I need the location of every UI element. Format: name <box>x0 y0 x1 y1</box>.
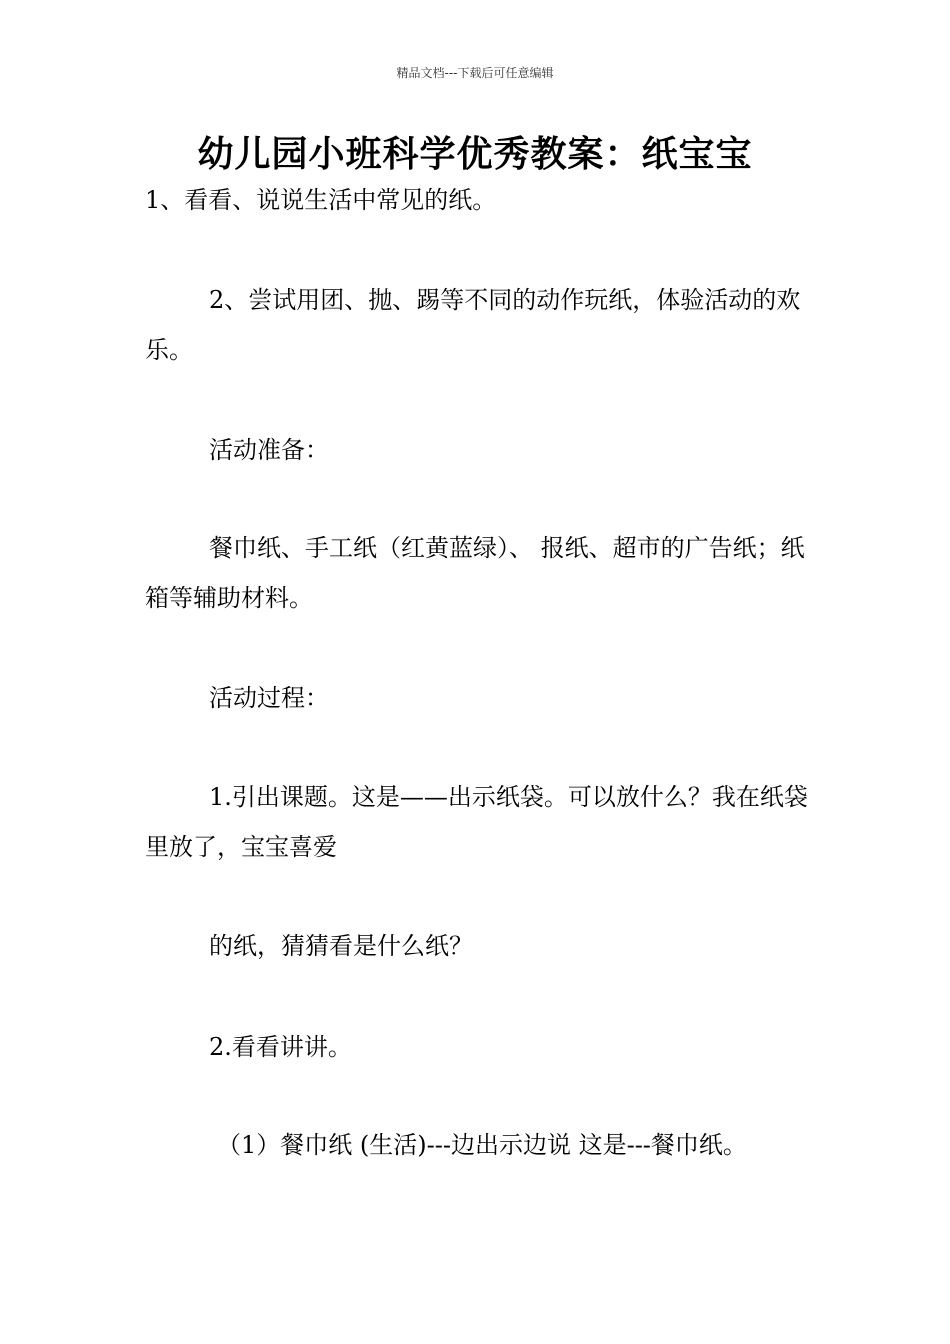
page-header: 精品文档---下载后可任意编辑 <box>396 66 554 80</box>
paragraph-preparation-heading: 活动准备： <box>209 436 329 464</box>
paragraph-step-1-continued: 的纸，猜猜看是什么纸？ <box>209 932 473 960</box>
paragraph-step-2-item-1: （1）餐巾纸 (生活)---边出示边说 这是---餐巾纸。 <box>217 1131 747 1159</box>
paragraph-objective-2: 2、尝试用团、抛、踢等不同的动作玩纸，体验活动的欢乐。 <box>145 286 801 364</box>
paragraph-step-1: 1.引出课题。这是——出示纸袋。可以放什么？我在纸袋里放了，宝宝喜爱 <box>145 783 808 861</box>
document-title: 幼儿园小班科学优秀教案：纸宝宝 <box>197 134 753 175</box>
paragraph-process-heading: 活动过程： <box>209 684 329 712</box>
paragraph-objective-1: 1、看看、说说生活中常见的纸。 <box>145 186 497 214</box>
paragraph-materials: 餐巾纸、手工纸（红黄蓝绿）、 报纸、超市的广告纸；纸箱等辅助材料。 <box>145 534 805 612</box>
paragraph-step-2: 2.看看讲讲。 <box>209 1033 352 1061</box>
